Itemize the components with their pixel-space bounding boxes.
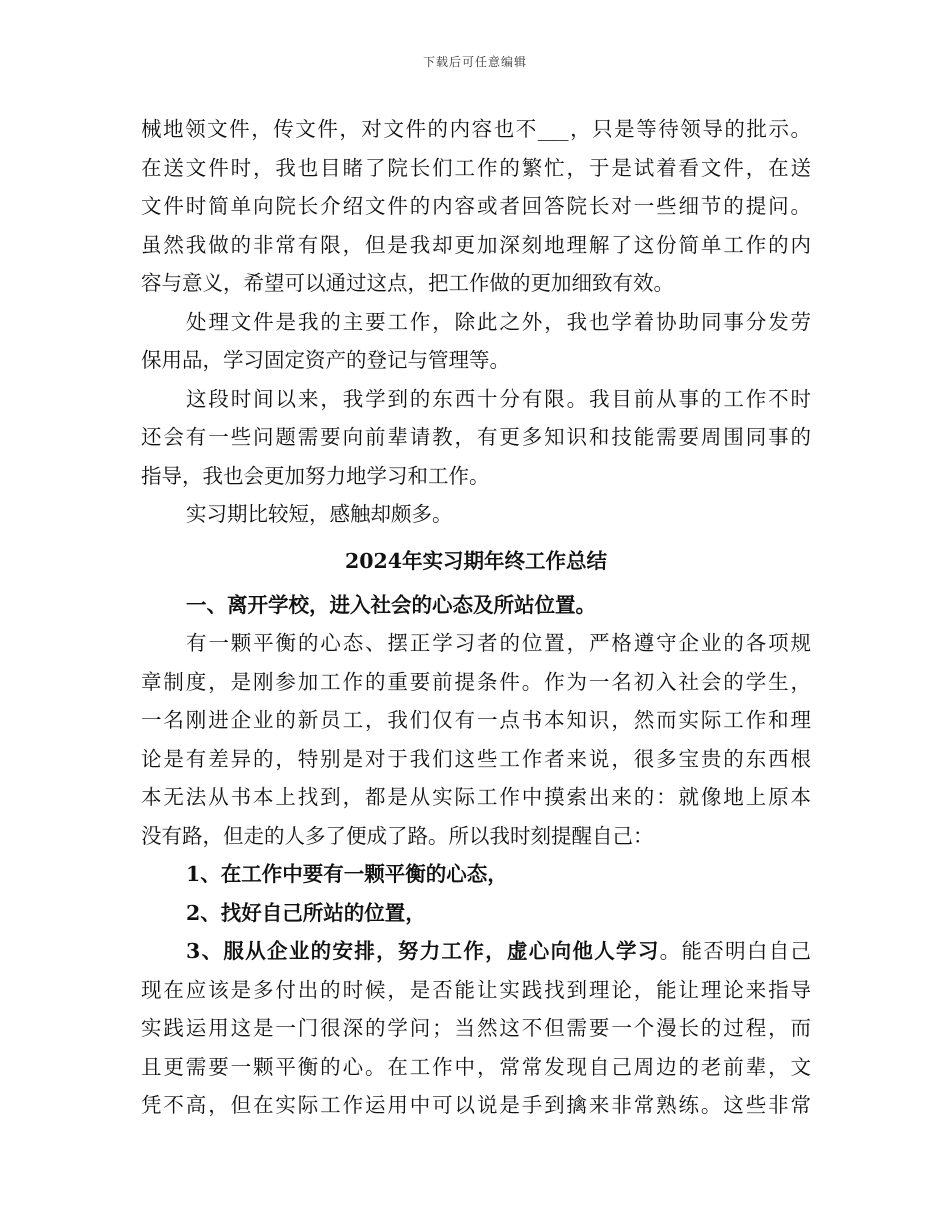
- text-line: 实践运用这是一门很深的学问；当然这不但需要一个漫长的过程，而: [141, 1016, 811, 1040]
- text-line: 现在应该是多付出的时候，是否能让实践找到理论，能让理论来指导: [141, 977, 811, 1002]
- paragraph-learning: [141, 380, 811, 496]
- paragraph-continued: [141, 110, 811, 303]
- text-line: 还会有一些问题需要向前辈请教，有更多知识和技能需要周围同事的: [141, 425, 811, 449]
- text-line: 一名刚进企业的新员工，我们仅有一点书本知识，然而实际工作和理: [141, 708, 811, 732]
- text-line: 有一颗平衡的心态、摆正学习者的位置，严格遵守企业的各项规: [186, 631, 811, 655]
- text-line: 凭不高，但在实际工作运用中可以说是手到擒来非常熟练。这些非常: [141, 1093, 811, 1117]
- text-line: 本无法从书本上找到，都是从实际工作中摸索出来的：就像地上原本: [141, 785, 811, 809]
- text-line: 没有路，但走的人多了便成了路。所以我时刻提醒自己：: [141, 823, 654, 848]
- document-body: [141, 110, 811, 1125]
- text-line: 实习期比较短，感触却颇多。: [186, 502, 453, 526]
- document-title: 2024年实习期年终工作总结: [344, 548, 608, 573]
- text-line: 文件时简单向院长介绍文件的内容或者回答院长对一些细节的提问。: [141, 194, 811, 218]
- paragraph-mindset: [141, 624, 811, 855]
- text-line: 械地领文件，传文件，对文件的内容也不___，只是等待领导的批示。: [141, 117, 811, 141]
- text-line: 这段时间以来，我学到的东西十分有限。我目前从事的工作不时: [186, 386, 811, 411]
- paragraph-file-handling: [141, 303, 811, 380]
- text-line: 保用品，学习固定资产的登记与管理等。: [141, 348, 510, 372]
- page-header: 下载后可任意编辑: [422, 55, 527, 69]
- list-item-1: 1、在工作中要有一颗平衡的心态，: [186, 862, 508, 886]
- paragraph-practice: [141, 971, 811, 1125]
- list-item-3-bold: 3、服从企业的安排，努力工作，虚心向他人学习: [186, 939, 660, 963]
- text-line: 章制度，是刚参加工作的重要前提条件。作为一名初入社会的学生，: [141, 669, 811, 694]
- text-line: 容与意义，希望可以通过这点，把工作做的更加细致有效。: [141, 271, 674, 295]
- paragraph-short-internship: [141, 495, 811, 534]
- list-item-3-rest: 。能否明白自己: [659, 939, 811, 963]
- section-heading: 一、离开学校，进入社会的心态及所站位置。: [186, 592, 596, 617]
- text-line: 虽然我做的非常有限，但是我却更加深刻地理解了这份简单工作的内: [141, 232, 811, 257]
- text-line: 论是有差异的，特别是对于我们这些工作者来说，很多宝贵的东西根: [141, 746, 811, 771]
- text-line: 处理文件是我的主要工作，除此之外，我也学着协助同事分发劳: [186, 309, 811, 334]
- text-line: 且更需要一颗平衡的心。在工作中，常常发现自己周边的老前辈，文: [141, 1054, 811, 1079]
- text-line: 指导，我也会更加努力地学习和工作。: [141, 463, 490, 488]
- text-line: 在送文件时，我也目睹了院长们工作的繁忙，于是试着看文件，在送: [141, 155, 811, 180]
- list-item-3: [141, 932, 811, 971]
- list-item-2: 2、找好自己所站的位置，: [186, 900, 426, 925]
